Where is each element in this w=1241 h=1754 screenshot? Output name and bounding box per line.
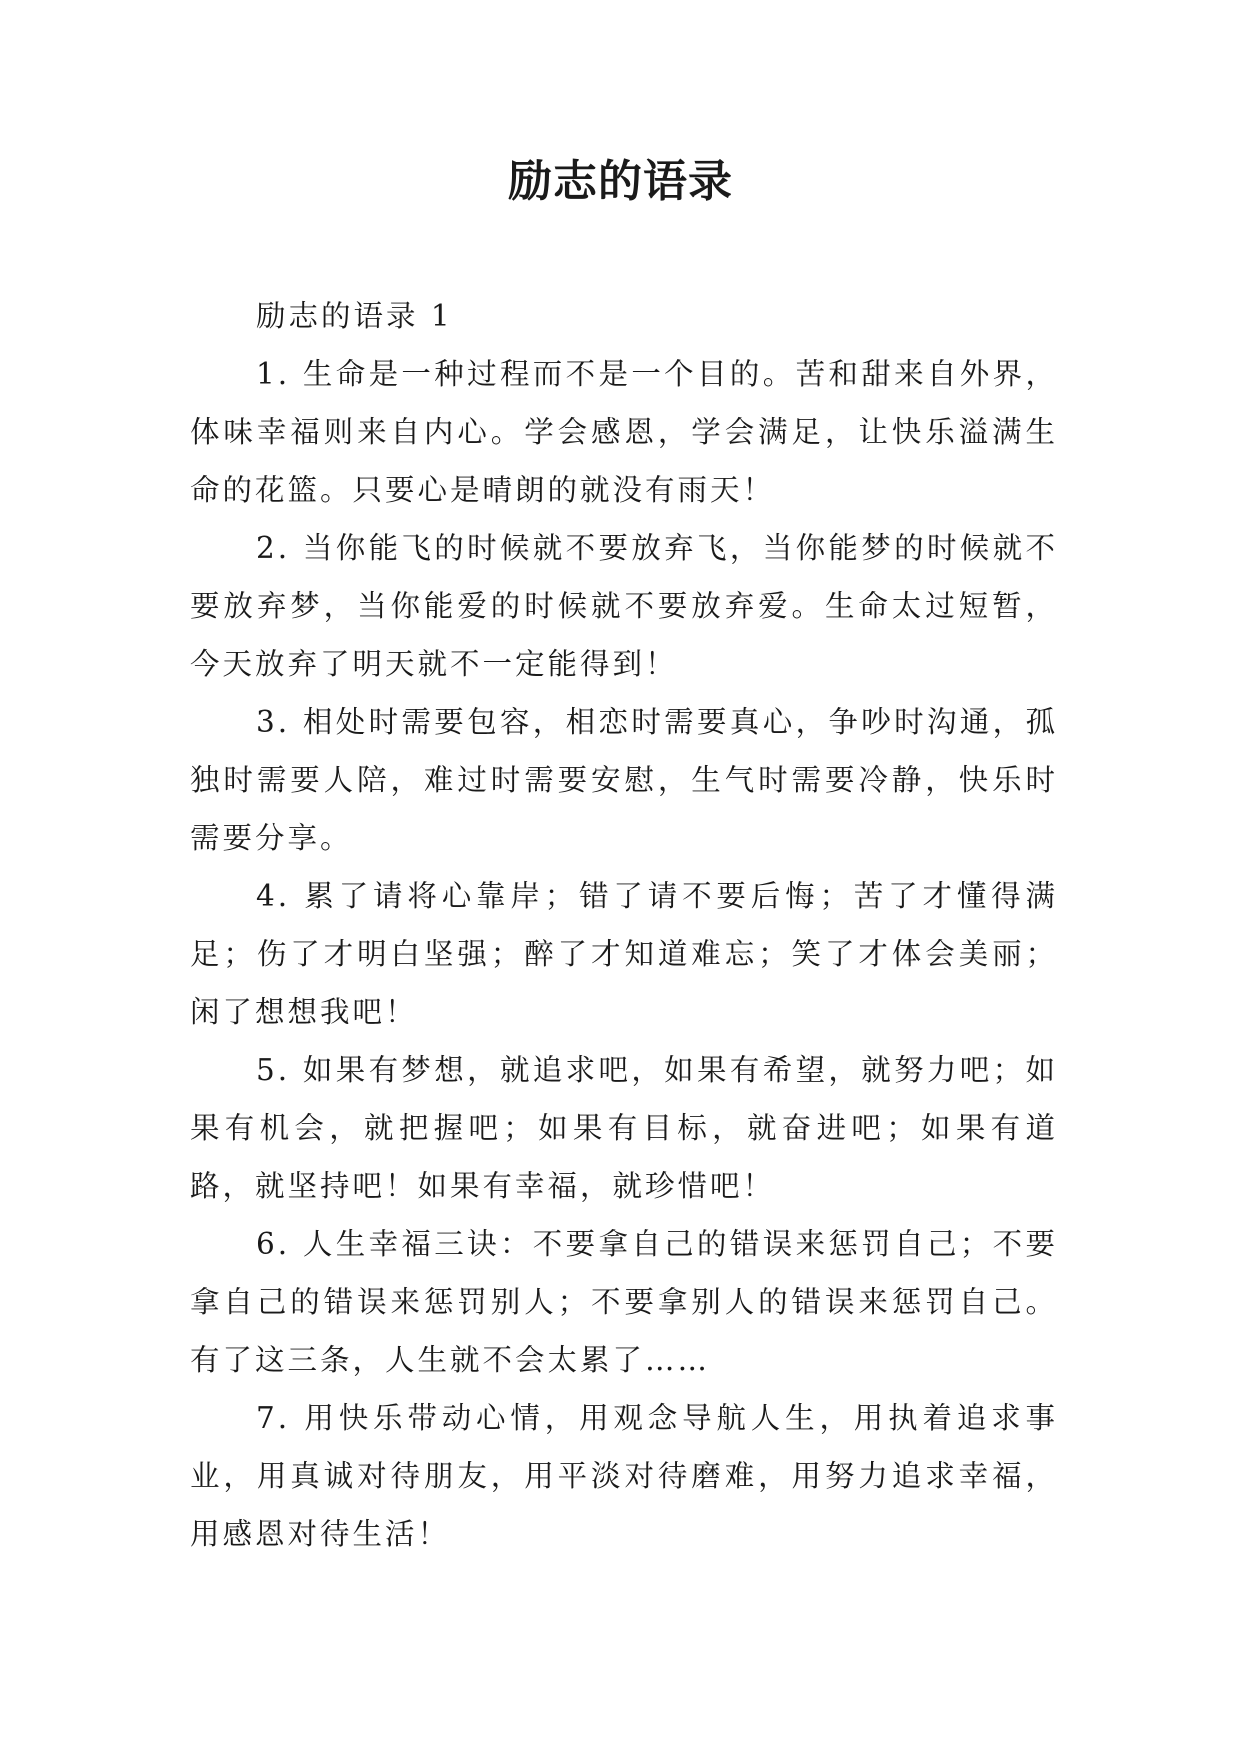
quote-paragraph-4: 4. 累了请将心靠岸；错了请不要后悔；苦了才懂得满足；伤了才明白坚强；醉了才知道难忘；笑了才体会美丽；闲了想想我吧！ <box>190 879 1058 1029</box>
section-heading: 励志的语录 1 <box>256 299 453 333</box>
quote-paragraph-1: 1. 生命是一种过程而不是一个目的。苦和甜来自外界，体味幸福则来自内心。学会感恩，学会满足，让快乐溢满生命的花篮。只要心是晴朗的就没有雨天！ <box>190 357 1058 507</box>
quote-paragraph-6: 6. 人生幸福三诀：不要拿自己的错误来惩罚自己；不要拿自己的错误来惩罚别人；不要拿别人的错误来惩罚自己。有了这三条，人生就不会太累了…… <box>190 1227 1058 1377</box>
page-title: 励志的语录 <box>508 156 733 207</box>
quote-paragraph-2: 2. 当你能飞的时候就不要放弃飞，当你能梦的时候就不要放弃梦，当你能爱的时候就不要放弃爱。生命太过短暂，今天放弃了明天就不一定能得到！ <box>190 531 1058 681</box>
quote-paragraph-7: 7. 用快乐带动心情，用观念导航人生，用执着追求事业，用真诚对待朋友，用平淡对待磨难，用努力追求幸福，用感恩对待生活！ <box>190 1401 1058 1551</box>
document-body <box>190 287 1058 1563</box>
quote-paragraph-5: 5. 如果有梦想，就追求吧，如果有希望，就努力吧；如果有机会，就把握吧；如果有目标，就奋进吧；如果有道路，就坚持吧！如果有幸福，就珍惜吧！ <box>190 1053 1058 1203</box>
quote-paragraph-3: 3. 相处时需要包容，相恋时需要真心，争吵时沟通，孤独时需要人陪，难过时需要安慰，生气时需要冷静，快乐时需要分享。 <box>190 705 1058 855</box>
